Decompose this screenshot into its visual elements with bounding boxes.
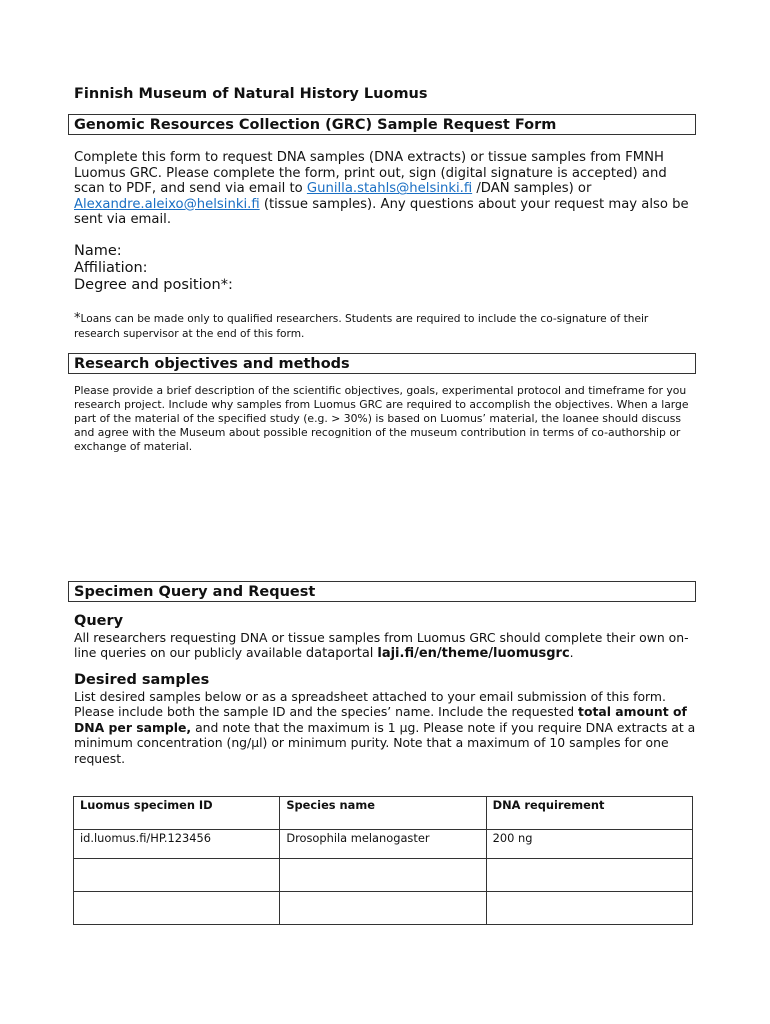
email-link-dna[interactable]: Gunilla.stahls@helsinki.fi [306,181,473,197]
query-dataportal: dataportal [305,646,374,662]
dataportal-link: laji.fi/en/theme/luomusgrc [377,646,570,662]
table-row [74,892,693,925]
intro-paragraph [74,150,694,228]
cell-specimen-id[interactable]: id.luomus.fi/HP.123456 [74,830,280,859]
cell-dna-requirement[interactable] [486,859,692,892]
header-species-name: Species name [280,797,486,830]
intro-text-3: (tissue samples). Any questions about your request may also be sent via email. [74,196,689,228]
footnote [74,311,694,342]
footnote-star: * [74,311,81,326]
cell-species-name[interactable]: Drosophila melanogaster [280,830,486,859]
affiliation-field: Affiliation: [74,260,148,276]
query-paragraph [74,630,699,662]
cell-dna-requirement[interactable]: 200 ng [486,830,692,859]
intro-text-1: Complete this form to request DNA samples (DNA extracts) or tissue samples from FMNH Luomus GRC. Please complete the form, print out, sign (digital signature is accepted) and scan to PDF, and send via email to [74,150,667,197]
cell-specimen-id[interactable] [74,859,280,892]
query-end: . [569,645,574,661]
organization-name: Finnish Museum of Natural History Luomus [74,86,428,102]
desired-samples-paragraph [74,689,699,766]
specimen-section-title: Specimen Query and Request [68,581,696,602]
research-section-title: Research objectives and methods [68,353,696,374]
applicant-fields [74,243,233,294]
form-title: Genomic Resources Collection (GRC) Sample Request Form [68,114,696,135]
name-field: Name: [74,243,122,259]
cell-species-name[interactable] [280,859,486,892]
cell-specimen-id[interactable] [74,892,280,925]
desired-bold: total amount of DNA per sample, [74,704,687,735]
email-link-tissue[interactable]: Alexandre.aleixo@helsinki.fi [74,196,260,212]
header-dna-requirement: DNA requirement [486,797,692,830]
desired-text-1: List desired samples below or as a spreadsheet attached to your email submission of this form. Please include both the sample ID and the species’ name. Include the requested [74,689,666,720]
footnote-text: Loans can be made only to qualified researchers. Students are required to include the co-signature of their research supervisor at the end of this form. [74,313,649,340]
intro-text-2: /DAN samples) or [472,181,592,197]
desired-text-2: and note that the maximum is 1 µg. Please note if you require DNA extracts at a minimum concentration (ng/µl) or minimum purity. Note that a maximum of 10 samples for one request. [74,719,696,766]
cell-dna-requirement[interactable] [486,892,692,925]
table-row [74,830,693,859]
table-row [74,859,693,892]
samples-table [73,796,693,925]
degree-position-field: Degree and position*: [74,277,233,293]
query-heading: Query [74,613,124,629]
table-header-row [74,797,693,830]
desired-samples-heading: Desired samples [74,672,210,688]
query-text: All researchers requesting DNA or tissue samples from Luomus GRC should complete their own on-line queries on our publicly available [74,630,689,661]
header-specimen-id: Luomus specimen ID [74,797,280,830]
cell-species-name[interactable] [280,892,486,925]
research-description: Please provide a brief description of the scientific objectives, goals, experimental protocol and timeframe for you research project. Include why samples from Luomus GRC are required to accomplish the objectives. When a large part of the material of the specified study (e.g. > 30%) is based on Luomus’ material, the loanee should discuss and agree with the Museum about possible recognition of the museum contribution in terms of co-authorship or exchange of material. [74,384,689,453]
